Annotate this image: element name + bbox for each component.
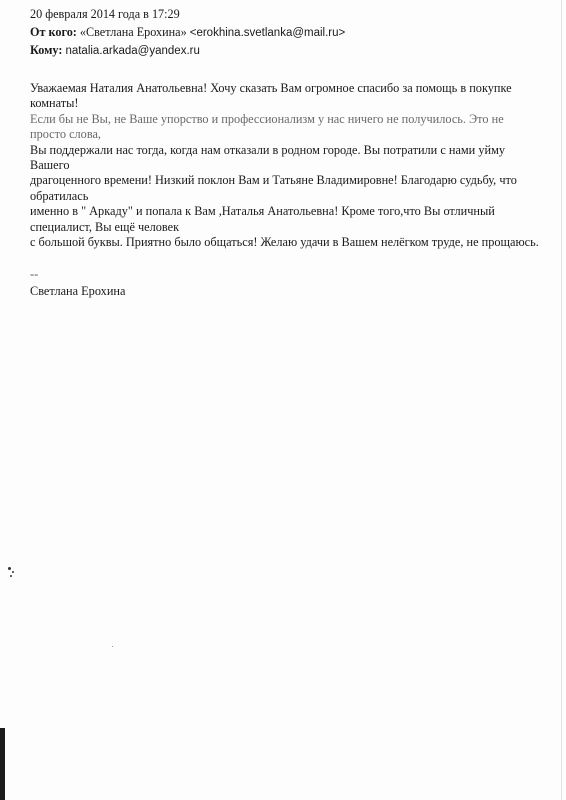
to-label: Кому: <box>30 43 63 57</box>
from-label: От кого: <box>30 24 77 39</box>
scan-speck <box>112 646 113 647</box>
body-line: комнаты! <box>30 96 79 111</box>
email-header <box>30 6 345 61</box>
to-email: natalia.arkada@yandex.ru <box>65 45 200 57</box>
body-line: с большой буквы. Приятно было общаться! Желаю удачи в Вашем нелёгком труде, не прощаюсь. <box>30 235 539 250</box>
email-date: 20 февраля 2014 года в 17:29 <box>30 7 180 21</box>
scan-speck <box>8 567 11 570</box>
scan-edge-line <box>561 0 562 800</box>
email-body <box>30 81 550 250</box>
body-line: именно в " Аркаду" и попала к Вам ,Наталья Анатольевна! Кроме того,что Вы отличный <box>30 204 495 219</box>
body-line: Если бы не Вы, не Ваше упорство и профессионализм у нас ничего не получилось. Это не <box>30 111 504 126</box>
from-name: «Светлана Ерохина» <box>79 24 187 39</box>
body-line: специалист, Вы ещё человек <box>30 219 180 234</box>
signature-separator: -- <box>30 267 39 281</box>
email-from-row <box>30 24 345 43</box>
scan-edge-shadow <box>0 728 5 800</box>
body-line: просто слова, <box>30 127 101 142</box>
body-line: Вашего <box>30 158 70 173</box>
body-line: обратилась <box>30 188 89 203</box>
scan-speck <box>12 571 14 573</box>
from-email: <erokhina.svetlanka@mail.ru> <box>189 26 346 39</box>
scan-speck <box>10 575 12 577</box>
body-line: Уважаемая Наталия Анатольевна! Хочу сказать Вам огромное спасибо за помощь в покупке <box>30 81 512 95</box>
body-line: драгоценного времени! Низкий поклон Вам и Татьяне Владимировне! Благодарю судьбу, что <box>30 173 517 188</box>
email-signature <box>30 266 125 300</box>
body-line: Вы поддержали нас тогда, когда нам отказали в родном городе. Вы потратили с нами уйму <box>30 142 505 157</box>
email-to-row <box>30 42 345 61</box>
signature-name: Светлана Ерохина <box>30 284 126 298</box>
